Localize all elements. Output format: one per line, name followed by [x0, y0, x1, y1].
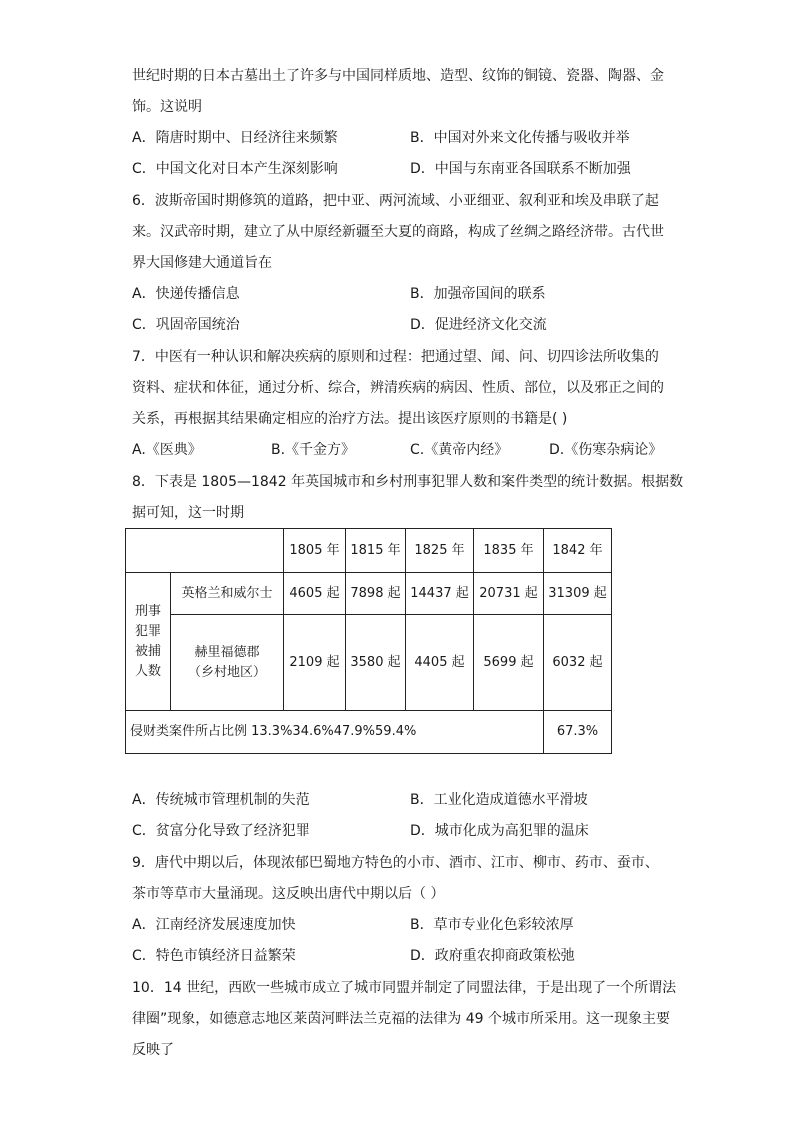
row-label-england: 英格兰和威尔士 [171, 573, 284, 615]
table-cell: 4605 起 [284, 573, 346, 615]
year-header: 1825 年 [406, 529, 474, 573]
crime-statistics-table [125, 528, 612, 754]
table-row [126, 711, 612, 754]
q6-stem-line-2: 来。汉武帝时期，建立了从中原经新疆至大夏的商路，构成了丝绸之路经济带。古代世 [132, 224, 664, 240]
table-cell: 6032 起 [544, 615, 612, 711]
table-cell: 5699 起 [474, 615, 544, 711]
q5-option-c[interactable]: C．中国文化对日本产生深刻影响 [132, 161, 338, 177]
q7-option-c[interactable]: C.《黄帝内经》 [410, 442, 509, 458]
table-cell: 4405 起 [406, 615, 474, 711]
q9-option-a[interactable]: A．江南经济发展速度加快 [132, 917, 296, 933]
year-header: 1805 年 [284, 529, 346, 573]
q5-option-a[interactable]: A．隋唐时期中、日经济往来频繁 [132, 130, 338, 146]
q9-option-d[interactable]: D．政府重农抑商政策松弛 [410, 948, 575, 964]
q5-option-b[interactable]: B．中国对外来文化传播与吸收并举 [410, 130, 630, 146]
q9-option-c[interactable]: C．特色市镇经济日益繁荣 [132, 948, 296, 964]
table-header-row [126, 529, 612, 573]
q9-stem-line-2: 茶市等草市大量涌现。这反映出唐代中期以后（ ） [132, 886, 445, 902]
table-cell: 31309 起 [544, 573, 612, 615]
table-cell: 20731 起 [474, 573, 544, 615]
q8-option-b[interactable]: B．工业化造成道德水平滑坡 [410, 792, 588, 808]
group-label-line: 被捕 [134, 643, 161, 659]
q8-option-d[interactable]: D．城市化成为高犯罪的温床 [410, 823, 589, 839]
q8-option-c[interactable]: C．贫富分化导致了经济犯罪 [132, 823, 310, 839]
year-header: 1835 年 [474, 529, 544, 573]
q7-option-a[interactable]: A.《医典》 [132, 442, 202, 458]
q10-stem-line-1: 10．14 世纪，西欧一些城市成立了城市同盟并制定了同盟法律，于是出现了一个所谓法 [132, 980, 677, 996]
ratio-label-cell: 侵财类案件所占比例 13.3%34.6%47.9%59.4% [126, 711, 544, 754]
q7-option-b[interactable]: B.《千金方》 [271, 442, 356, 458]
q5-stem-line-2: 饰。这说明 [132, 99, 202, 115]
row-label-herefordshire [171, 615, 284, 711]
q6-option-a[interactable]: A．快递传播信息 [132, 286, 240, 302]
table-cell: 2109 起 [284, 615, 346, 711]
q6-option-c[interactable]: C．巩固帝国统治 [132, 317, 240, 333]
q7-option-d[interactable]: D.《伤寒杂病论》 [549, 442, 663, 458]
q8-option-a[interactable]: A．传统城市管理机制的失范 [132, 792, 310, 808]
q7-stem-line-3: 关系，再根据其结果确定相应的治疗方法。提出该医疗原则的书籍是( ) [132, 411, 568, 427]
q6-stem-line-3: 界大国修建大通道旨在 [132, 255, 272, 271]
table-cell: 67.3% [544, 711, 612, 754]
group-label-line: 刑事 [134, 603, 161, 619]
row-label-line: （乡村地区） [187, 664, 266, 680]
q7-stem-line-1: 7．中医有一种认识和解决疾病的原则和过程：把通过望、闻、问、切四诊法所收集的 [132, 349, 659, 365]
q6-stem-line-1: 6．波斯帝国时期修筑的道路，把中亚、两河流域、小亚细亚、叙利亚和埃及串联了起 [132, 193, 659, 209]
q9-option-b[interactable]: B．草市专业化色彩较浓厚 [410, 917, 574, 933]
row-label-line: 赫里福德郡 [194, 644, 260, 660]
year-header: 1842 年 [544, 529, 612, 573]
group-label-line: 人数 [134, 663, 161, 679]
table-cell: 3580 起 [346, 615, 406, 711]
table-row [126, 615, 612, 711]
table-cell: 7898 起 [346, 573, 406, 615]
table-row [126, 573, 612, 615]
q5-option-d[interactable]: D．中国与东南亚各国联系不断加强 [410, 161, 631, 177]
q6-option-b[interactable]: B．加强帝国间的联系 [410, 286, 546, 302]
table-corner-cell [126, 529, 284, 573]
q7-stem-line-2: 资料、症状和体征，通过分析、综合，辨清疾病的病因、性质、部位，以及邪正之间的 [132, 380, 664, 396]
q10-stem-line-3: 反映了 [132, 1042, 174, 1058]
q5-stem-line-1: 世纪时期的日本古墓出土了许多与中国同样质地、造型、纹饰的铜镜、瓷器、陶器、金 [132, 68, 664, 84]
q9-stem-line-1: 9．唐代中期以后，体现浓郁巴蜀地方特色的小市、酒市、江市、柳市、药市、蚕市、 [132, 855, 659, 871]
q10-stem-line-2: 律圈”现象，如德意志地区莱茵河畔法兰克福的法律为 49 个城市所采用。这一现象主要 [132, 1011, 670, 1027]
q6-option-d[interactable]: D．促进经济文化交流 [410, 317, 547, 333]
year-header: 1815 年 [346, 529, 406, 573]
group-label-cell [126, 573, 171, 711]
table-cell: 14437 起 [406, 573, 474, 615]
group-label-line: 犯罪 [134, 623, 161, 639]
q8-stem-line-1: 8．下表是 1805—1842 年英国城市和乡村刑事犯罪人数和案件类型的统计数据。根据数 [132, 474, 684, 490]
q8-stem-line-2: 据可知，这一时期 [132, 505, 244, 521]
